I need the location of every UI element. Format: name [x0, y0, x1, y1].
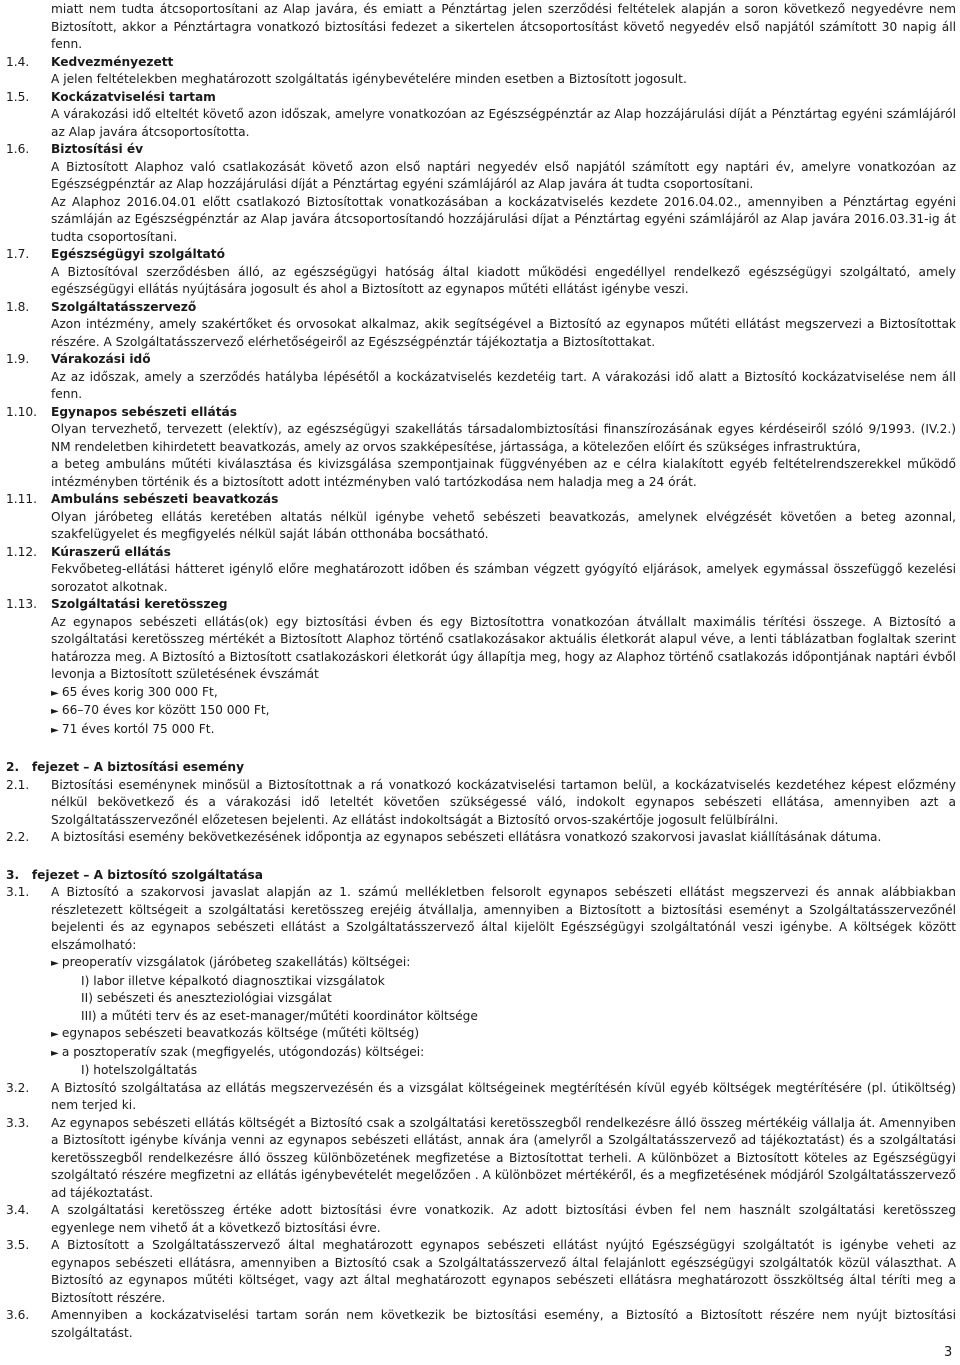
item-number: 1.10. [6, 404, 38, 419]
cost-bullet: ► egynapos sebészeti beavatkozás költsége (műtéti költség) [51, 1025, 956, 1044]
cost-list [6, 954, 956, 1080]
spacer [6, 954, 51, 973]
definition-item [6, 491, 956, 544]
definition-item [6, 596, 956, 684]
spacer [6, 1025, 51, 1044]
cost-subitem: I) hotelszolgáltatás [81, 1063, 198, 1077]
item-body [51, 351, 956, 404]
item-body [51, 89, 956, 142]
intro-block [6, 1, 956, 54]
cost-subitem-row [6, 1062, 956, 1080]
definition-item [6, 544, 956, 597]
item-title: Kedvezményezett [51, 54, 174, 69]
item-body [51, 404, 956, 492]
item-number: 1.7. [6, 247, 30, 261]
cost-subitem-row [6, 973, 956, 991]
section-2-item [6, 829, 956, 847]
section-3-items [6, 1080, 956, 1343]
section-3-item [6, 1202, 956, 1237]
cost-subitem: II) sebészeti és aneszteziológiai vizsgálat [81, 991, 332, 1005]
item-body [51, 246, 956, 299]
item-body [51, 299, 956, 352]
age-bracket-list [6, 684, 956, 740]
item-text: A Biztosító szolgáltatása az ellátás megszervezésén és a vizsgálat költségeinek megtérítésén kívül egyéb költségek megtérítésére (pl. útiköltség) nem terjed ki. [51, 1080, 956, 1112]
section-3-title: 3. fejezet – A biztosító szolgáltatása [6, 867, 263, 882]
cost-subitem: I) labor illetve képalkotó diagnosztikai vizsgálatok [81, 973, 385, 988]
item-title: Ambuláns sebészeti beavatkozás [51, 492, 279, 506]
section-3-item [6, 1307, 956, 1342]
item-number: 3.4. [6, 1203, 30, 1217]
item-number: 2.2. [6, 830, 30, 844]
item-paragraph: a beteg ambuláns műtéti kiválasztása és kivizsgálása szempontjainak függvényében az e célra kialakított egyéb feltételrendszerekkel működő intézményben történik és a biztosított adott intézményben való tartózkodása nem haladja meg a 24 órát. [51, 457, 956, 489]
spacer [6, 1008, 51, 1026]
cost-bullet: ► preoperatív vizsgálatok (járóbeteg szakellátás) költségei: [51, 954, 956, 973]
cost-subitem: III) a műtéti terv és az eset-manager/műtéti koordinátor költsége [81, 1008, 478, 1023]
age-bullet-row [6, 702, 956, 721]
section-1-items [6, 54, 956, 684]
item-body [51, 491, 956, 544]
item-title: Szolgáltatásszervező [51, 299, 197, 314]
item-body [51, 596, 956, 684]
cost-subitem-row [6, 990, 956, 1008]
section-3-item [6, 1115, 956, 1203]
item-number: 1.6. [6, 142, 30, 156]
item-number: 2.1. [6, 777, 30, 792]
definition-item [6, 351, 956, 404]
spacer [6, 973, 51, 991]
cost-subitem-row [6, 1008, 956, 1026]
spacer [6, 702, 51, 721]
item-title: Szolgáltatási keretösszeg [51, 597, 228, 611]
item-text: Amennyiben a kockázatviselési tartam során nem következik be biztosítási esemény, a Biztosító a Biztosított részére nem nyújt biztosítási szolgáltatást. [51, 1308, 956, 1340]
item-title: Kockázatviselési tartam [51, 89, 216, 104]
spacer [6, 990, 51, 1008]
spacer [6, 1062, 51, 1080]
cost-bullet-row [6, 954, 956, 973]
definition-item [6, 54, 956, 89]
item-number: 1.9. [6, 352, 30, 366]
spacer [6, 684, 51, 703]
item-paragraph: A Biztosított Alaphoz való csatlakozását követő azon első naptári negyedév első napjától számított egy naptári év, amelyre vonatkozóan az Egészségpénztár az Alap hozzájárulási díját a Pénztártag egyéni számlájáról az Alap javára át tudta csoportosítani. [51, 159, 956, 191]
item-paragraph: Az Alaphoz 2016.04.01 előtt csatlakozó Biztosítottak vonatkozásában a kockázatviselés kezdete 2016.04.02., amennyiben a Pénztártag egyéni számláján az Egészségpénztár az Alap javára átcsoportosítandó hozzájárulási díjat a Pénztártag egyéni számlájáról az Alap javára 2016.03.31-ig át tudta csoportosítani. [51, 194, 956, 244]
item-body [51, 54, 956, 89]
section-2-title: 2. fejezet – A biztosítási esemény [6, 760, 245, 774]
item-title: Kúraszerű ellátás [51, 544, 171, 559]
item-body [51, 141, 956, 246]
item-title: Várakozási idő [51, 352, 151, 366]
item-paragraph: Olyan tervezhető, tervezett (elektív), az egészségügyi szakellátás társadalombiztosítási finanszírozásának egyes kérdéseiről szóló 9/1993. (IV.2.) NM rendeletben kihirdetett beavatkozás, amely az orvos szakképesítése, jártassága, a kötelezően előírt és szükséges infrastruktúra, [51, 422, 956, 454]
item-paragraph: A jelen feltételekben meghatározott szolgáltatás igénybevételére minden esetben a Biztosított jogosult. [51, 72, 687, 86]
item-body [51, 544, 956, 597]
page-number: 3 [944, 1345, 953, 1360]
item-text: A szolgáltatási keretösszeg értéke adott biztosítási évre vonatkozik. Az adott biztosítási évben fel nem használt szolgáltatási keretösszeg egyenlege nem vihető át a következő biztosítási évre. [51, 1203, 956, 1235]
item-paragraph: Fekvőbeteg-ellátási hátteret igénylő előre meghatározott időben és számban végzett gyógyító eljárások, amelyek egymással összefüggő kezelési sorozatot alkotnak. [51, 562, 956, 594]
item-text: A Biztosított a Szolgáltatásszervező által meghatározott egynapos sebészeti ellátást nyújtó Egészségügyi szolgáltatót is igénybe veheti az egynapos sebészeti ellátásra, amennyiben a Biztosító csak a Szolgáltatásszervező által felajánlott egészségügyi szolgáltatók közül választhat. A Biztosító az egynapos műtéti költséget, vagy azt által meghatározott egynapos sebészeti ellátásra meghatározott összköltség által téríti meg a Biztosított részére. [51, 1238, 956, 1305]
item-number: 1.8. [6, 299, 30, 314]
definition-item [6, 141, 956, 246]
item-number: 1.5. [6, 89, 30, 104]
section-3-item [6, 1080, 956, 1115]
spacer [6, 1044, 51, 1063]
item-3-1 [6, 884, 956, 954]
item-number: 3.1. [6, 885, 30, 899]
item-text: A biztosítási esemény bekövetkezésének időpontja az egynapos sebészeti ellátásra vonatkozó szakorvosi javaslat kiállításának dátuma. [51, 830, 882, 844]
intro-text: miatt nem tudta átcsoportosítani az Alap javára, és emiatt a Pénztártag jelen szerződési feltételek alapján a soron következő negyedévre nem Biztosított, akkor a Pénztártagra vonatkozó biztosítási fedezet a sikertelen átcsoportosítást követő negyedév első napjától számított 30 napig áll fenn. [51, 2, 956, 51]
section-2-items [6, 777, 956, 847]
cost-bullet-row [6, 1025, 956, 1044]
item-text: A Biztosító a szakorvosi javaslat alapján az 1. számú mellékletben felsorolt egynapos sebészeti ellátást megszervezi és annak alábbiakban részletezett költségeit a szolgáltatási keretösszeg erejéig átvállalja, amennyiben a Biztosított a biztosítási eseményt a Szolgáltatásszervezőnél bejelenti és az egynapos sebészeti ellátást a Szolgáltatásszervező által kijelölt Egészségügyi szolgáltatónál veszi igénybe. A költségek között elszámolható: [51, 885, 956, 952]
document-page [6, 1, 956, 1342]
item-text: Biztosítási eseménynek minősül a Biztosítottnak a rá vonatkozó kockázatviselési tartamon belül, a kockázatviselés kezdetéhez képest előzmény nélkül bekövetkező és a várakozási idő leteltét követően szükségessé váló, indokolt egynapos sebészeti ellátása, amennyiben azt a Szolgáltatásszervezőnél előzetesen bejelenti. Az ellátást indokoltságát a Biztosító orvos-szakértője jogosult felülbírálni. [51, 777, 956, 827]
item-number: 3.3. [6, 1115, 30, 1130]
item-title: Egynapos sebészeti ellátás [51, 404, 238, 419]
cost-bullet: ► a posztoperatív szak (megfigyelés, utógondozás) költségei: [51, 1044, 956, 1063]
item-number: 1.4. [6, 54, 30, 69]
age-bullet-row [6, 684, 956, 703]
item-paragraph: A várakozási idő elteltét követő azon időszak, amelyre vonatkozóan az Egészségpénztár az Alap hozzájárulási díját a Pénztártag egyéni számlájáról az Alap javára átcsoportosította. [51, 107, 956, 139]
item-title: Biztosítási év [51, 142, 144, 156]
item-paragraph: Az az időszak, amely a szerződés hatályba lépésétől a kockázatviselés kezdetéig tart. A várakozási idő alatt a Biztosító kockázatviselése nem áll fenn. [51, 369, 956, 401]
section-3-item [6, 1237, 956, 1307]
section-2-item [6, 777, 956, 830]
item-number: 3.6. [6, 1308, 30, 1322]
item-number: 3.5. [6, 1238, 30, 1252]
item-number: 1.11. [6, 492, 38, 506]
age-bullet: ► 66–70 éves kor között 150 000 Ft, [51, 702, 956, 721]
item-number: 1.12. [6, 544, 38, 559]
item-title: Egészségügyi szolgáltató [51, 247, 225, 261]
item-number: 3.2. [6, 1080, 30, 1095]
definition-item [6, 246, 956, 299]
age-bullet-row [6, 721, 956, 740]
item-paragraph: Az egynapos sebészeti ellátás(ok) egy biztosítási évben és egy Biztosítottra vonatkozóan átvállalt maximális térítési összege. A Biztosító a szolgáltatási keretösszeg mértékét a Biztosított Alaphoz történő csatlakozásakor aktuális életkorát alapul véve, a lenti táblázatban foglaltak szerint határozza meg. A Biztosító a Biztosított csatlakozáskori életkorát úgy állapítja meg, hogy az Alaphoz történő csatlakozás időpontjának naptári évből levonja a Biztosított születésének évszámát [51, 614, 956, 681]
cost-bullet-row [6, 1044, 956, 1063]
item-paragraph: Azon intézmény, amely szakértőket és orvosokat alkalmaz, akik segítségével a Biztosító az egynapos műtéti ellátást megszervezi a Biztosítottak részére. A Szolgáltatásszervező elérhetőségeiről az Egészségpénztár tájékoztatja a Biztosítottakat. [51, 317, 956, 349]
age-bullet: ► 71 éves kortól 75 000 Ft. [51, 721, 956, 740]
definition-item [6, 299, 956, 352]
item-text: Az egynapos sebészeti ellátás költségét a Biztosító csak a szolgáltatási keretösszegből rendelkezésre álló összeg mértékéig vállalja át. Amennyiben a Biztosított igénybe kívánja venni az egynapos sebészeti ellátást, annak ára (amelyről a Szolgáltatásszervező ad tájékoztatást) és a szolgáltatási keretösszegből rendelkezésre álló összeg különbözetének megfizetése a Biztosítottat terheli. A különbözet a Biztosított köteles az Egészségügyi szolgáltató részére megfizetni az ellátás igénybevételét megelőzően . A különbözet mértékéről, és a megfizetésének módjáról Szolgáltatásszervező ad tájékoztatást. [51, 1115, 956, 1200]
item-paragraph: A Biztosítóval szerződésben álló, az egészségügyi hatóság által kiadott működési engedéllyel rendelkező egészségügyi szolgáltató, amely egészségügyi ellátás nyújtására jogosult és ahol a Biztosított az egynapos műtéti ellátást igénybe veszi. [51, 264, 956, 296]
age-bullet: ► 65 éves korig 300 000 Ft, [51, 684, 956, 703]
definition-item [6, 404, 956, 492]
spacer [6, 721, 51, 740]
item-number: 1.13. [6, 597, 38, 611]
item-paragraph: Olyan járóbeteg ellátás keretében altatás nélkül igénybe vehető sebészeti beavatkozás, amelynek elvégzését követően a beteg azonnal, szakfelügyelet és megfigyelés nélkül saját lábán otthonába bocsátható. [51, 509, 956, 541]
definition-item [6, 89, 956, 142]
